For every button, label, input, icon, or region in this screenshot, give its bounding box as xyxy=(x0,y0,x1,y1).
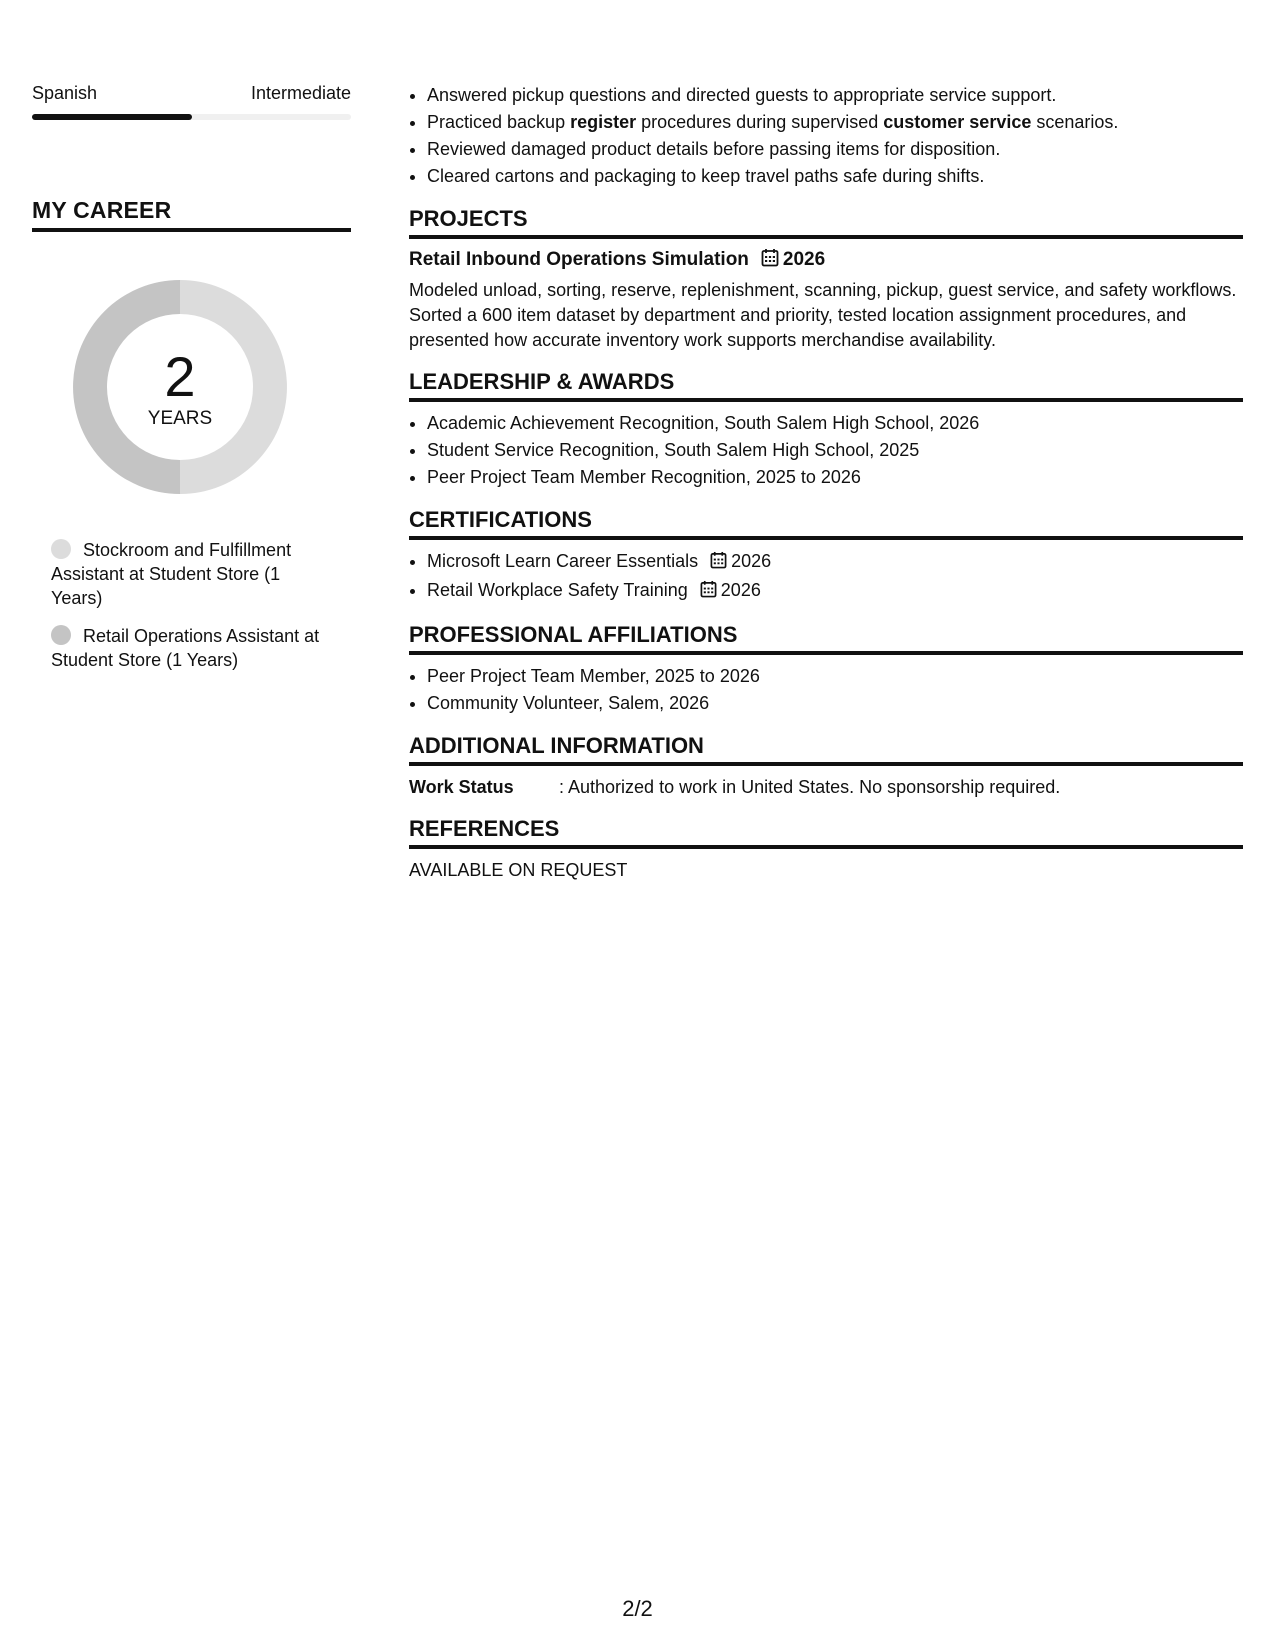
calendar-icon xyxy=(700,579,717,606)
work-status-row xyxy=(409,774,1243,800)
career-donut-chart xyxy=(67,274,293,500)
leadership-item: • Academic Achievement Recognition, South Salem High School, 2026 xyxy=(427,410,1243,437)
experience-bullets xyxy=(409,82,1243,190)
certification-year: 2026 xyxy=(720,580,761,600)
career-legend xyxy=(32,538,321,672)
calendar-icon xyxy=(710,550,727,577)
legend-dot-icon xyxy=(51,625,71,645)
work-status-value: : Authorized to work in United States. No sponsorship required. xyxy=(559,777,1061,797)
career-legend-label: Retail Operations Assistant at Student Store (1 Years) xyxy=(51,626,320,670)
experience-bullet: • Practiced backup register procedures during supervised customer service scenarios. xyxy=(427,109,1243,136)
leadership-list xyxy=(409,410,1243,491)
references-heading: REFERENCES xyxy=(409,816,1243,849)
career-heading: MY CAREER xyxy=(32,196,351,232)
career-total-years: 2 xyxy=(164,345,196,408)
language-name: Spanish xyxy=(32,83,98,103)
project-title: Retail Inbound Operations Simulation xyxy=(409,249,749,270)
leadership-item: • Student Service Recognition, South Salem High School, 2025 xyxy=(427,437,1243,464)
experience-bullet: • Reviewed damaged product details before passing items for disposition. xyxy=(427,136,1243,163)
calendar-icon xyxy=(761,248,779,275)
language-row xyxy=(32,82,351,104)
certification-item xyxy=(427,577,1243,606)
page-number: 2/2 xyxy=(622,1596,653,1621)
right-column xyxy=(409,82,1243,883)
work-status-label: Work Status xyxy=(409,777,514,797)
additional-info-heading: ADDITIONAL INFORMATION xyxy=(409,733,1243,766)
project-title-row xyxy=(409,247,1243,275)
left-column xyxy=(32,82,351,686)
career-legend-item xyxy=(51,624,321,672)
certification-name: Retail Workplace Safety Training xyxy=(427,580,688,600)
career-legend-label: Stockroom and Fulfillment Assistant at Student Store (1 Years) xyxy=(51,540,292,608)
affiliations-heading: PROFESSIONAL AFFILIATIONS xyxy=(409,622,1243,655)
career-donut-center xyxy=(67,274,293,500)
affiliations-list xyxy=(409,663,1243,717)
language-level: Intermediate xyxy=(250,83,351,103)
leadership-heading: LEADERSHIP & AWARDS xyxy=(409,369,1243,402)
experience-bullet: • Cleared cartons and packaging to keep travel paths safe during shifts. xyxy=(427,163,1243,190)
certification-name: Microsoft Learn Career Essentials xyxy=(427,551,699,571)
certification-year: 2026 xyxy=(731,551,772,571)
certification-item xyxy=(427,548,1243,577)
language-proficiency-bar xyxy=(32,114,351,120)
experience-bullet: • Answered pickup questions and directed guests to appropriate service support. xyxy=(427,82,1243,109)
projects-heading: PROJECTS xyxy=(409,206,1243,239)
project-description: Modeled unload, sorting, reserve, replenishment, scanning, pickup, guest service, and safety workflows. Sorted a 600 item dataset by department and priority, tested location assignment procedures, and presented how accurate inventory work supports merchandise availability. xyxy=(409,280,1237,350)
career-legend-item xyxy=(51,538,321,610)
affiliation-item: • Peer Project Team Member, 2025 to 2026 xyxy=(427,663,1243,690)
language-skill xyxy=(32,82,351,120)
language-proficiency-fill xyxy=(32,114,192,120)
references-text: AVAILABLE ON REQUEST xyxy=(409,860,628,880)
career-total-unit: YEARS xyxy=(147,408,213,429)
leadership-item: • Peer Project Team Member Recognition, 2025 to 2026 xyxy=(427,464,1243,491)
project-year: 2026 xyxy=(782,249,826,270)
legend-dot-icon xyxy=(51,539,71,559)
affiliation-item: • Community Volunteer, Salem, 2026 xyxy=(427,690,1243,717)
certifications-list xyxy=(409,548,1243,606)
certifications-heading: CERTIFICATIONS xyxy=(409,507,1243,540)
